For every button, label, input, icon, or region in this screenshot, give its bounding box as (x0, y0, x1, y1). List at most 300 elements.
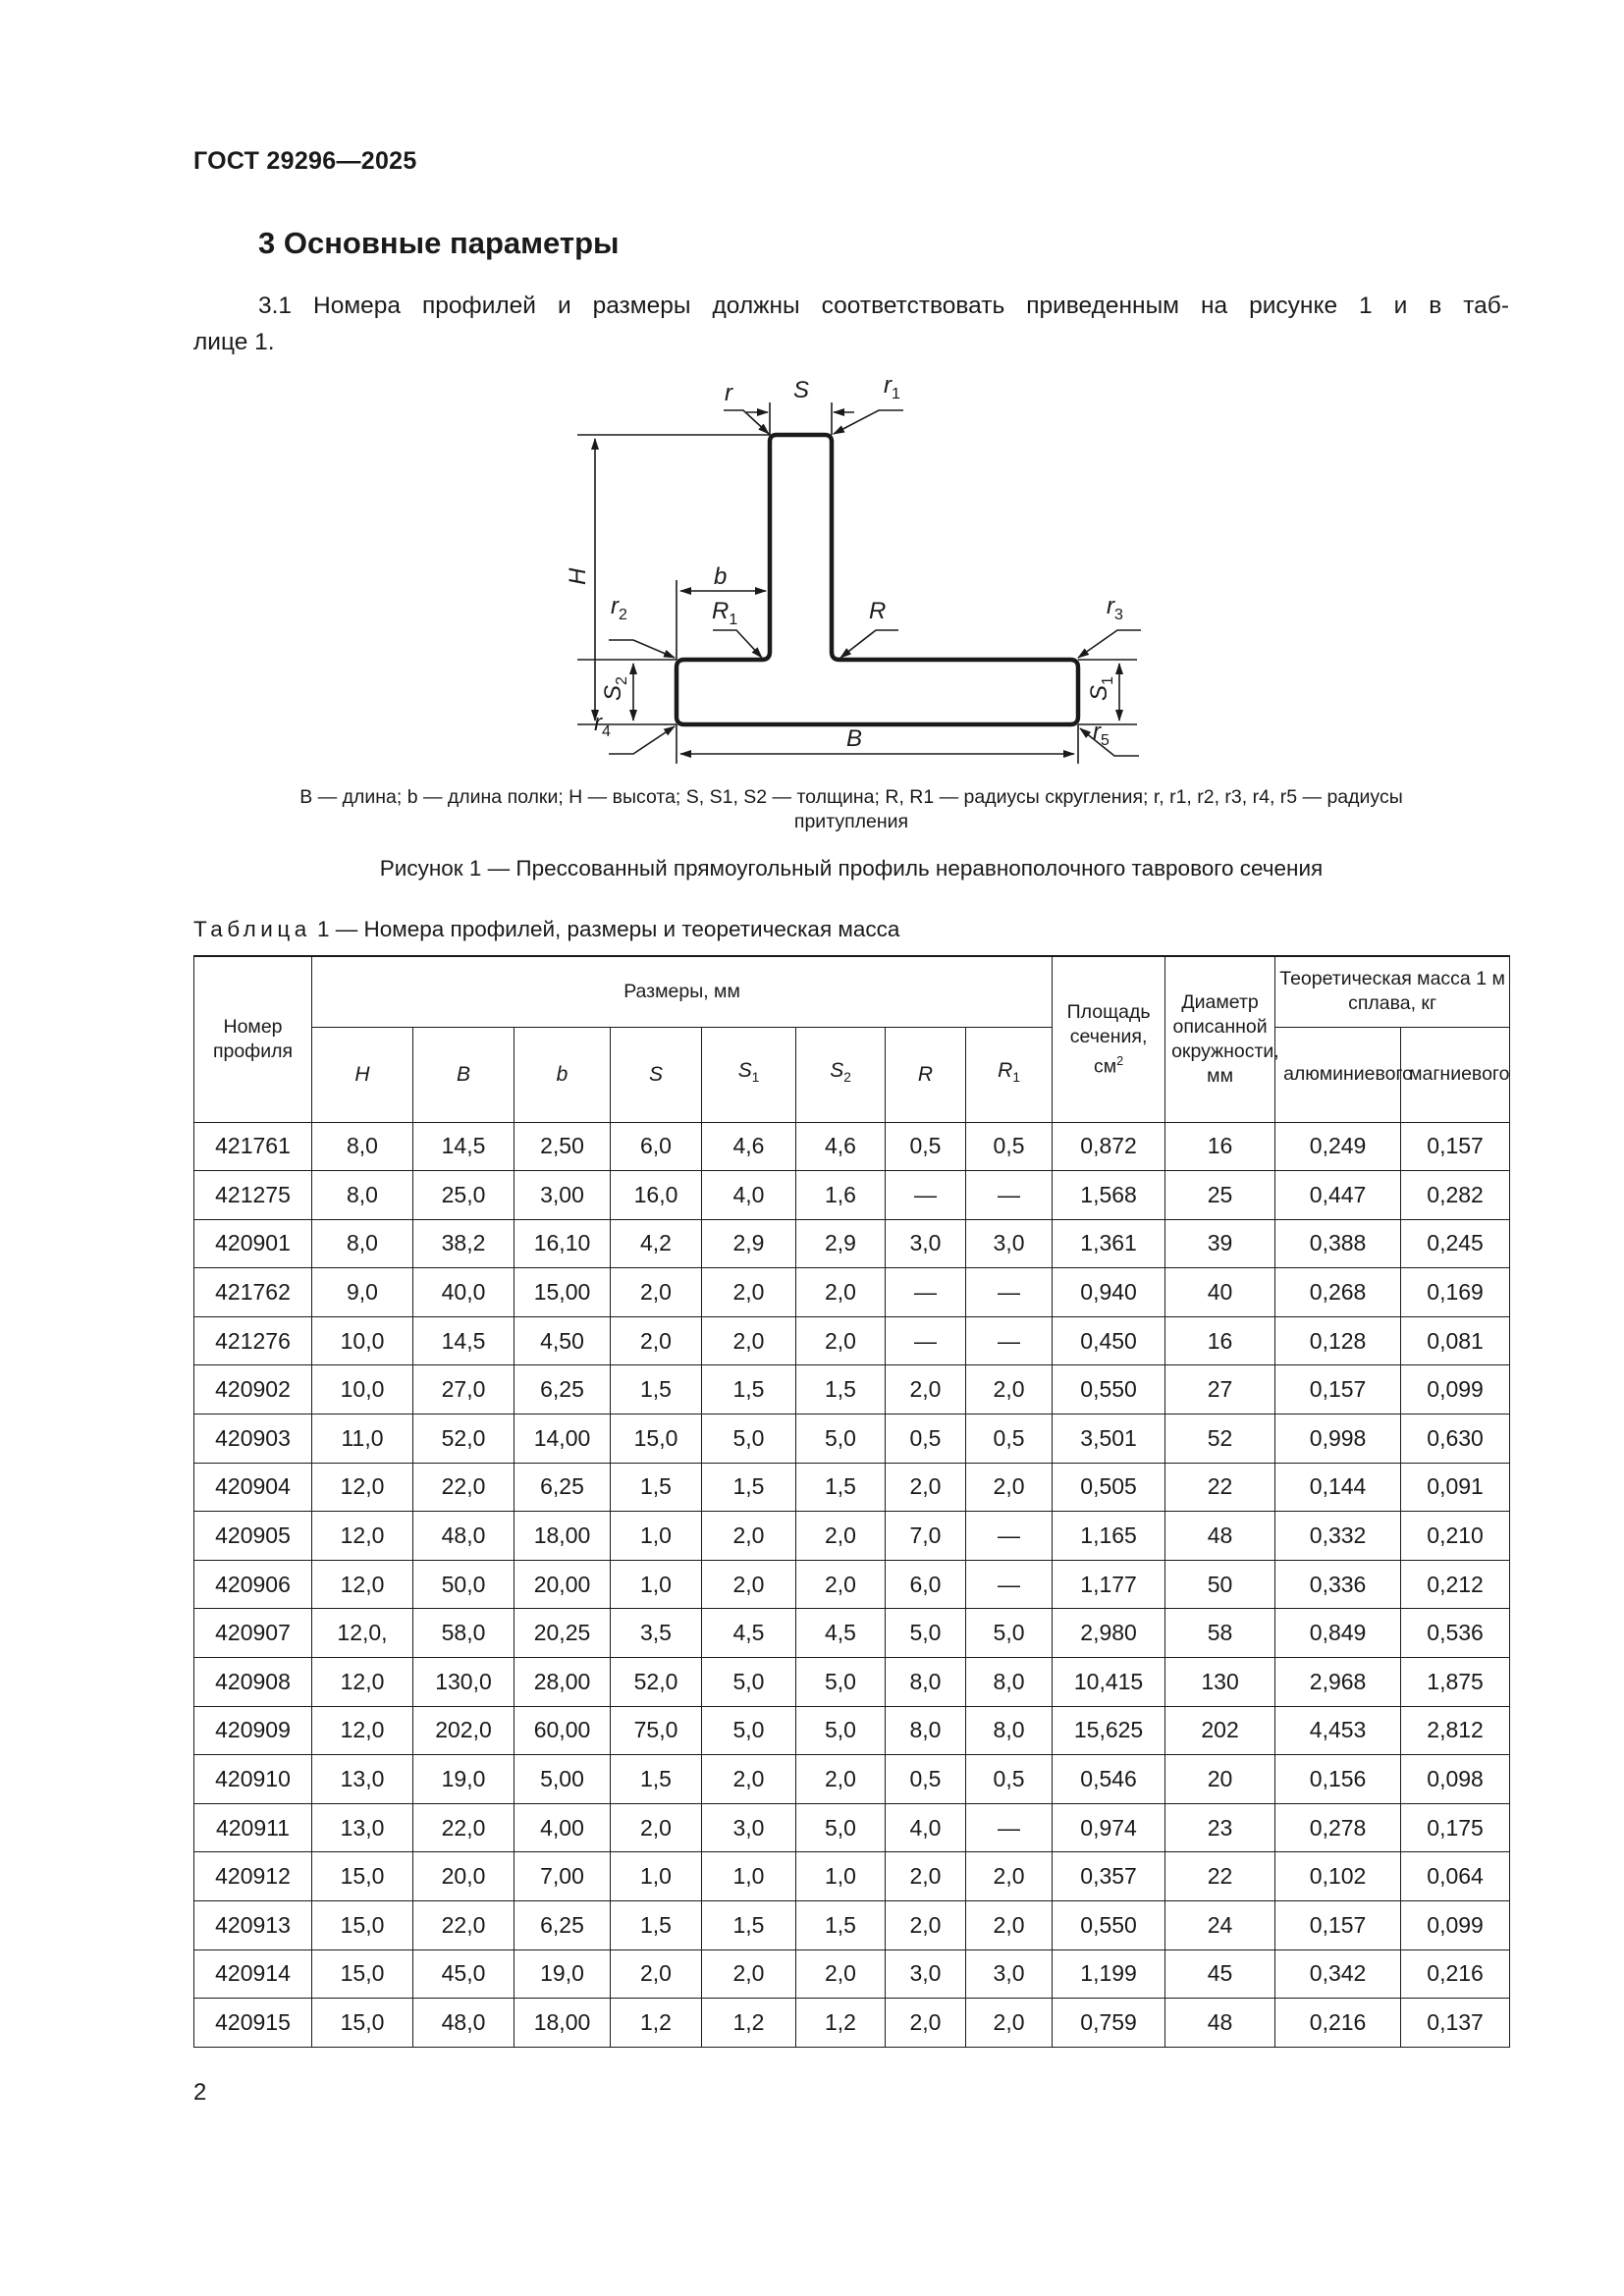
table-cell: — (966, 1560, 1053, 1609)
table-cell: 5,0 (702, 1706, 796, 1755)
table-cell: 6,25 (514, 1901, 611, 1950)
table-cell: 0,099 (1401, 1365, 1510, 1415)
table-row (194, 1365, 1510, 1415)
table-row (194, 1512, 1510, 1561)
section-title: 3 Основные параметры (258, 226, 620, 260)
table-cell: 0,098 (1401, 1755, 1510, 1804)
profile-outline (677, 435, 1078, 724)
table-cell: 0,388 (1275, 1219, 1401, 1268)
table-cell: 1,6 (796, 1171, 886, 1220)
table-cell: 3,0 (886, 1219, 966, 1268)
table-cell: 23 (1165, 1803, 1275, 1852)
header-diameter: Диаметр описанной окружности, мм (1165, 956, 1275, 1122)
t-profile-figure (550, 363, 1159, 775)
leader-lines (609, 410, 1141, 756)
table-cell: 14,00 (514, 1415, 611, 1464)
table-cell: — (886, 1316, 966, 1365)
table-cell: 2,0 (966, 1852, 1053, 1901)
table-cell: 3,0 (966, 1219, 1053, 1268)
table-cell: 2,50 (514, 1122, 611, 1171)
header-h: H (312, 1027, 413, 1122)
table-cell: 38,2 (413, 1219, 514, 1268)
table-cell: 0,249 (1275, 1122, 1401, 1171)
table-row (194, 1901, 1510, 1950)
table-cell: 20,0 (413, 1852, 514, 1901)
table-cell: 2,0 (702, 1316, 796, 1365)
table-cell: 12,0 (312, 1706, 413, 1755)
table-cell: 0,447 (1275, 1171, 1401, 1220)
label-b: b (714, 563, 728, 590)
table-cell: 0,128 (1275, 1316, 1401, 1365)
table-cell: 75,0 (611, 1706, 702, 1755)
table-cell: 13,0 (312, 1755, 413, 1804)
table-cell: 0,872 (1053, 1122, 1165, 1171)
label-r5: $r_5$ (1093, 719, 1110, 749)
table-cell: — (966, 1803, 1053, 1852)
profiles-table (193, 955, 1510, 2048)
table-cell: 2,0 (611, 1268, 702, 1317)
table-cell: 1,2 (611, 1999, 702, 2048)
table-cell: 8,0 (966, 1658, 1053, 1707)
table-cell: 0,156 (1275, 1755, 1401, 1804)
header-profile-no: Номер профиля (194, 956, 312, 1122)
table-row (194, 1803, 1510, 1852)
table-cell: 130 (1165, 1658, 1275, 1707)
table-cell: 5,0 (702, 1658, 796, 1707)
table-cell: 6,0 (611, 1122, 702, 1171)
table-cell: 20,25 (514, 1609, 611, 1658)
profile-number-cell: 420915 (194, 1999, 312, 2048)
table-cell: 0,5 (886, 1415, 966, 1464)
table-cell: 52,0 (413, 1415, 514, 1464)
table-cell: 39 (1165, 1219, 1275, 1268)
table-cell: 202,0 (413, 1706, 514, 1755)
table-cell: 0,212 (1401, 1560, 1510, 1609)
header-magnesium: магниевого (1401, 1027, 1510, 1122)
profile-number-cell: 421275 (194, 1171, 312, 1220)
table-caption-word: Таблица (193, 917, 311, 941)
table-cell: 4,0 (702, 1171, 796, 1220)
table-cell: 0,998 (1275, 1415, 1401, 1464)
table-cell: 16 (1165, 1122, 1275, 1171)
table-cell: 5,0 (702, 1415, 796, 1464)
table-cell: 5,0 (886, 1609, 966, 1658)
profile-number-cell: 420909 (194, 1706, 312, 1755)
table-cell: 0,630 (1401, 1415, 1510, 1464)
table-cell: 2,812 (1401, 1706, 1510, 1755)
table-cell: 50 (1165, 1560, 1275, 1609)
table-cell: 48 (1165, 1999, 1275, 2048)
table-cell: 45,0 (413, 1949, 514, 1999)
label-r: r (725, 380, 732, 406)
table-row (194, 1219, 1510, 1268)
table-cell: 0,157 (1401, 1122, 1510, 1171)
table-row (194, 1949, 1510, 1999)
header-dimensions: Размеры, мм (312, 956, 1053, 1027)
table-row (194, 1463, 1510, 1512)
table-cell: 2,0 (966, 1463, 1053, 1512)
table-caption (193, 917, 899, 942)
table-row (194, 1316, 1510, 1365)
table-cell: 3,0 (886, 1949, 966, 1999)
table-cell: 1,568 (1053, 1171, 1165, 1220)
table-cell: 22 (1165, 1852, 1275, 1901)
legend-line-2: притупления (793, 811, 909, 832)
table-cell: 202 (1165, 1706, 1275, 1755)
table-cell: 5,0 (796, 1803, 886, 1852)
table-row (194, 1706, 1510, 1755)
table-cell: — (966, 1171, 1053, 1220)
table-cell: 2,0 (702, 1512, 796, 1561)
label-r-radius: R (869, 598, 887, 624)
header-s1: $S_1$ (702, 1027, 796, 1122)
label-s: S (793, 377, 810, 403)
label-h: H (565, 567, 591, 585)
table-cell: 5,0 (796, 1658, 886, 1707)
table-cell: 10,415 (1053, 1658, 1165, 1707)
table-cell: — (966, 1512, 1053, 1561)
table-cell: 0,505 (1053, 1463, 1165, 1512)
header-mass: Теоретическая масса 1 м сплава, кг (1275, 956, 1510, 1027)
table-cell: 2,0 (886, 1901, 966, 1950)
table-cell: 19,0 (514, 1949, 611, 1999)
profile-number-cell: 421761 (194, 1122, 312, 1171)
header-aluminum: алюминиевого (1275, 1027, 1401, 1122)
table-cell: 7,00 (514, 1852, 611, 1901)
table-cell: — (886, 1268, 966, 1317)
table-cell: 0,268 (1275, 1268, 1401, 1317)
profile-number-cell: 420912 (194, 1852, 312, 1901)
label-r1: $r_1$ (884, 372, 900, 402)
header-b-length: B (413, 1027, 514, 1122)
table-cell: 7,0 (886, 1512, 966, 1561)
header-r1: $R_1$ (966, 1027, 1053, 1122)
table-cell: 15,0 (312, 1999, 413, 2048)
table-cell: 16,10 (514, 1219, 611, 1268)
table-cell: 1,5 (611, 1755, 702, 1804)
table-cell: 4,6 (702, 1122, 796, 1171)
table-cell: 0,169 (1401, 1268, 1510, 1317)
table-cell: 1,199 (1053, 1949, 1165, 1999)
table-cell: 11,0 (312, 1415, 413, 1464)
table-cell: 1,5 (611, 1365, 702, 1415)
table-cell: 2,0 (886, 1852, 966, 1901)
table-cell: 25 (1165, 1171, 1275, 1220)
table-cell: 1,875 (1401, 1658, 1510, 1707)
table-cell: 2,0 (966, 1901, 1053, 1950)
table-cell: 8,0 (312, 1219, 413, 1268)
table-cell: 12,0, (312, 1609, 413, 1658)
table-cell: 15,0 (611, 1415, 702, 1464)
table-cell: 28,00 (514, 1658, 611, 1707)
table-cell: 3,5 (611, 1609, 702, 1658)
table-cell: 1,0 (611, 1560, 702, 1609)
table-cell: 0,536 (1401, 1609, 1510, 1658)
figure-legend (193, 785, 1509, 834)
table-cell: 1,5 (611, 1901, 702, 1950)
table-cell: 2,0 (611, 1803, 702, 1852)
label-r4: $r_4$ (594, 710, 611, 740)
table-cell: 4,453 (1275, 1706, 1401, 1755)
table-cell: 12,0 (312, 1512, 413, 1561)
profile-number-cell: 421762 (194, 1268, 312, 1317)
table-cell: 5,00 (514, 1755, 611, 1804)
table-cell: 4,00 (514, 1803, 611, 1852)
table-cell: 2,0 (886, 1463, 966, 1512)
table-cell: 1,0 (611, 1852, 702, 1901)
table-cell: 0,5 (966, 1755, 1053, 1804)
table-cell: 0,157 (1275, 1365, 1401, 1415)
table-cell: 8,0 (312, 1122, 413, 1171)
table-row (194, 1268, 1510, 1317)
table-cell: 2,0 (966, 1999, 1053, 2048)
table-cell: 12,0 (312, 1463, 413, 1512)
table-cell: 2,0 (796, 1512, 886, 1561)
table-row (194, 1171, 1510, 1220)
table-cell: 22,0 (413, 1901, 514, 1950)
table-cell: 1,5 (702, 1365, 796, 1415)
table-cell: 1,5 (796, 1365, 886, 1415)
table-cell: 6,25 (514, 1463, 611, 1512)
table-cell: 1,5 (702, 1901, 796, 1950)
table-cell: 0,245 (1401, 1219, 1510, 1268)
table-cell: 3,00 (514, 1171, 611, 1220)
profile-number-cell: 420904 (194, 1463, 312, 1512)
paragraph-line-2: лице 1. (193, 329, 275, 355)
table-cell: 22 (1165, 1463, 1275, 1512)
table-cell: 18,00 (514, 1512, 611, 1561)
paragraph-line-1: 3.1 Номера профилей и размеры должны соответствовать приведенным на рисунке 1 и в таб- (258, 293, 1509, 319)
table-cell: 0,940 (1053, 1268, 1165, 1317)
table-cell: 10,0 (312, 1365, 413, 1415)
table-cell: 19,0 (413, 1755, 514, 1804)
table-cell: 1,0 (796, 1852, 886, 1901)
table-cell: 2,968 (1275, 1658, 1401, 1707)
table-row (194, 1852, 1510, 1901)
table-cell: 58,0 (413, 1609, 514, 1658)
table-cell: 48 (1165, 1512, 1275, 1561)
table-cell: 0,064 (1401, 1852, 1510, 1901)
table-cell: 0,210 (1401, 1512, 1510, 1561)
table-cell: 2,0 (796, 1949, 886, 1999)
table-cell: 0,216 (1275, 1999, 1401, 2048)
table-cell: — (966, 1268, 1053, 1317)
table-cell: 15,0 (312, 1852, 413, 1901)
table-cell: 0,175 (1401, 1803, 1510, 1852)
header-r: R (886, 1027, 966, 1122)
table-cell: 0,278 (1275, 1803, 1401, 1852)
table-cell: 4,5 (702, 1609, 796, 1658)
table-cell: 18,00 (514, 1999, 611, 2048)
table-cell: 4,50 (514, 1316, 611, 1365)
profile-number-cell: 420910 (194, 1755, 312, 1804)
table-cell: 3,0 (966, 1949, 1053, 1999)
profile-number-cell: 420911 (194, 1803, 312, 1852)
table-cell: 24 (1165, 1901, 1275, 1950)
profile-number-cell: 420901 (194, 1219, 312, 1268)
table-cell: 2,0 (796, 1268, 886, 1317)
table-row (194, 1415, 1510, 1464)
profile-number-cell: 420907 (194, 1609, 312, 1658)
label-s1: $S_1$ (1086, 676, 1116, 701)
table-cell: 4,0 (886, 1803, 966, 1852)
header-b-flange: b (514, 1027, 611, 1122)
table-cell: 1,5 (611, 1463, 702, 1512)
table-cell: 40,0 (413, 1268, 514, 1317)
document-header: ГОСТ 29296—2025 (193, 147, 417, 175)
table-cell: 9,0 (312, 1268, 413, 1317)
table-cell: 14,5 (413, 1316, 514, 1365)
table-cell: — (886, 1171, 966, 1220)
table-cell: 15,00 (514, 1268, 611, 1317)
table-cell: 45 (1165, 1949, 1275, 1999)
table-cell: 2,980 (1053, 1609, 1165, 1658)
table-cell: 1,5 (702, 1463, 796, 1512)
legend-line-1: B — длина; b — длина полки; H — высота; S, S1, S2 — толщина; R, R1 — радиусы скругления; r, r1, r2, r3, r4, r5 — радиусы (299, 786, 1403, 808)
header-s: S (611, 1027, 702, 1122)
table-cell: 2,0 (886, 1365, 966, 1415)
table-cell: 22,0 (413, 1463, 514, 1512)
label-r2: $r_2$ (611, 593, 627, 623)
extension-lines (577, 402, 1137, 764)
page-number: 2 (193, 2079, 207, 2106)
table-cell: 2,0 (796, 1560, 886, 1609)
table-cell: 0,550 (1053, 1901, 1165, 1950)
table-cell: 2,0 (966, 1365, 1053, 1415)
table-cell: 48,0 (413, 1999, 514, 2048)
table-cell: 4,5 (796, 1609, 886, 1658)
table-cell: 15,0 (312, 1901, 413, 1950)
table-cell: 2,0 (796, 1316, 886, 1365)
table-cell: 0,5 (886, 1755, 966, 1804)
table-cell: 20,00 (514, 1560, 611, 1609)
header-area: Площадь сечения, $см^2$ (1053, 956, 1165, 1122)
table-cell: 2,0 (702, 1560, 796, 1609)
label-r3: $r_3$ (1107, 593, 1123, 623)
table-cell: 8,0 (886, 1658, 966, 1707)
table-cell: 0,157 (1275, 1901, 1401, 1950)
table-cell: 0,102 (1275, 1852, 1401, 1901)
table-row (194, 1658, 1510, 1707)
profile-number-cell: 420914 (194, 1949, 312, 1999)
table-cell: 27 (1165, 1365, 1275, 1415)
table-cell: 5,0 (966, 1609, 1053, 1658)
table-cell: 0,216 (1401, 1949, 1510, 1999)
table-cell: 13,0 (312, 1803, 413, 1852)
table-cell: 0,546 (1053, 1755, 1165, 1804)
table-cell: 3,501 (1053, 1415, 1165, 1464)
profile-number-cell: 421276 (194, 1316, 312, 1365)
table-cell: 1,165 (1053, 1512, 1165, 1561)
table-cell: 52 (1165, 1415, 1275, 1464)
table-cell: 27,0 (413, 1365, 514, 1415)
table-cell: 0,332 (1275, 1512, 1401, 1561)
table-cell: 2,0 (611, 1949, 702, 1999)
table-cell: — (966, 1316, 1053, 1365)
table-cell: 2,0 (702, 1268, 796, 1317)
table-cell: 0,342 (1275, 1949, 1401, 1999)
table-cell: 1,5 (796, 1463, 886, 1512)
table-cell: 2,0 (886, 1999, 966, 2048)
table-cell: 1,0 (611, 1512, 702, 1561)
table-cell: 14,5 (413, 1122, 514, 1171)
table-cell: 0,357 (1053, 1852, 1165, 1901)
table-cell: 1,2 (702, 1999, 796, 2048)
table-cell: 2,0 (702, 1949, 796, 1999)
table-cell: 52,0 (611, 1658, 702, 1707)
table-cell: 15,625 (1053, 1706, 1165, 1755)
table-cell: 0,5 (966, 1415, 1053, 1464)
table-cell: 16,0 (611, 1171, 702, 1220)
table-cell: 6,0 (886, 1560, 966, 1609)
table-cell: 58 (1165, 1609, 1275, 1658)
table-cell: 130,0 (413, 1658, 514, 1707)
table-cell: 2,0 (702, 1755, 796, 1804)
table-body (194, 1122, 1510, 2047)
header-s2: $S_2$ (796, 1027, 886, 1122)
table-cell: 0,450 (1053, 1316, 1165, 1365)
table-cell: 40 (1165, 1268, 1275, 1317)
table-row (194, 1609, 1510, 1658)
table-cell: 8,0 (966, 1706, 1053, 1755)
table-cell: 1,2 (796, 1999, 886, 2048)
table-cell: 12,0 (312, 1560, 413, 1609)
table-cell: 15,0 (312, 1949, 413, 1999)
table-cell: 6,25 (514, 1365, 611, 1415)
table-row (194, 1999, 1510, 2048)
table-cell: 48,0 (413, 1512, 514, 1561)
table-cell: 10,0 (312, 1316, 413, 1365)
table-cell: 0,091 (1401, 1463, 1510, 1512)
table-cell: 50,0 (413, 1560, 514, 1609)
table-cell: 2,9 (702, 1219, 796, 1268)
table-cell: 0,081 (1401, 1316, 1510, 1365)
table-row (194, 1560, 1510, 1609)
table-cell: 2,9 (796, 1219, 886, 1268)
table-cell: 1,0 (702, 1852, 796, 1901)
table-cell: 5,0 (796, 1415, 886, 1464)
table-cell: 25,0 (413, 1171, 514, 1220)
table-cell: 3,0 (702, 1803, 796, 1852)
table-cell: 2,0 (796, 1755, 886, 1804)
profile-number-cell: 420906 (194, 1560, 312, 1609)
table-cell: 0,336 (1275, 1560, 1401, 1609)
dimension-lines (595, 412, 1119, 754)
table-cell: 16 (1165, 1316, 1275, 1365)
label-s2: $S_2$ (600, 676, 630, 701)
label-b-length: B (846, 725, 863, 752)
table-cell: 0,099 (1401, 1901, 1510, 1950)
table-cell: 0,759 (1053, 1999, 1165, 2048)
table-cell: 0,550 (1053, 1365, 1165, 1415)
table-cell: 1,361 (1053, 1219, 1165, 1268)
table-cell: 8,0 (886, 1706, 966, 1755)
profile-number-cell: 420908 (194, 1658, 312, 1707)
table-cell: 1,5 (796, 1901, 886, 1950)
table-cell: 4,6 (796, 1122, 886, 1171)
table-cell: 12,0 (312, 1658, 413, 1707)
table-cell: 60,00 (514, 1706, 611, 1755)
profile-number-cell: 420903 (194, 1415, 312, 1464)
table-cell: 0,144 (1275, 1463, 1401, 1512)
table-cell: 0,137 (1401, 1999, 1510, 2048)
table-caption-text: 1 — Номера профилей, размеры и теоретическая масса (317, 917, 900, 941)
table-cell: 4,2 (611, 1219, 702, 1268)
table-cell: 8,0 (312, 1171, 413, 1220)
profile-number-cell: 420913 (194, 1901, 312, 1950)
table-cell: 0,849 (1275, 1609, 1401, 1658)
table-cell: 0,282 (1401, 1171, 1510, 1220)
